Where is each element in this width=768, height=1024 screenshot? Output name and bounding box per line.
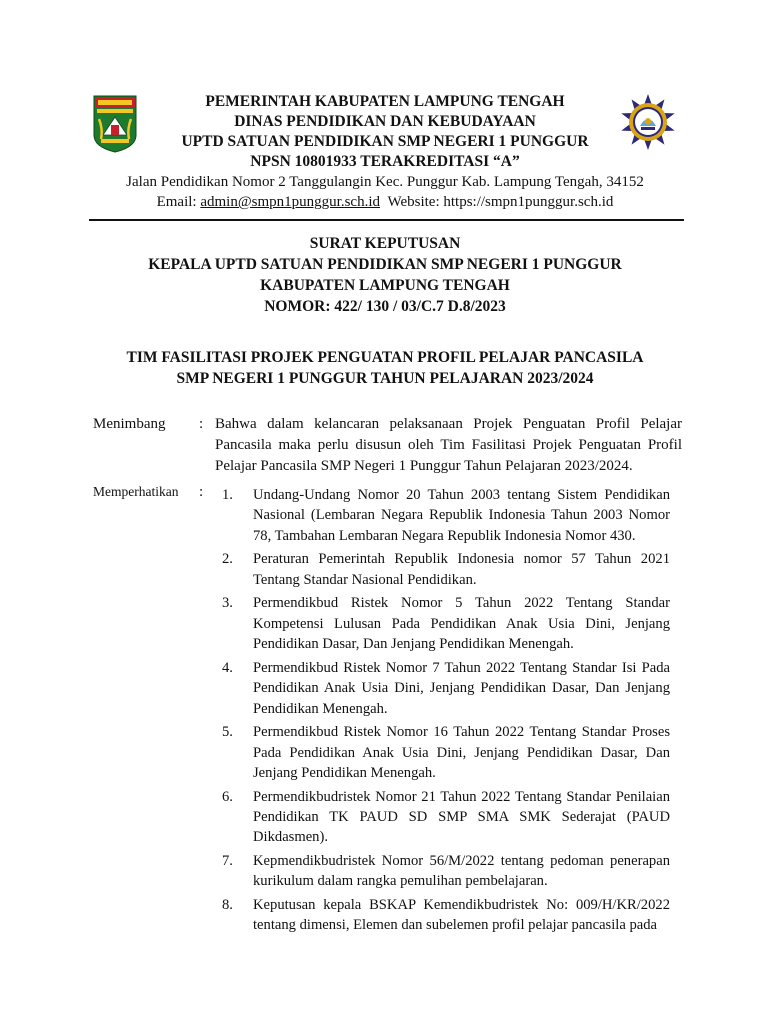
website-label: Website:	[387, 194, 440, 210]
list-item	[222, 485, 670, 546]
subject-line-2: SMP NEGERI 1 PUNGGUR TAHUN PELAJARAN 2023/2024	[176, 370, 594, 387]
subject-line-1: TIM FASILITASI PROJEK PENGUATAN PROFIL PELAJAR PANCASILA	[126, 349, 644, 366]
list-item	[222, 895, 670, 936]
email-label: Email:	[156, 194, 197, 210]
list-item-number: 8.	[222, 897, 233, 914]
memperhatikan-list	[222, 485, 670, 939]
menimbang-colon: :	[199, 416, 204, 432]
email-link[interactable]: admin@smpn1punggur.sch.id	[200, 194, 380, 210]
decree-subject	[90, 347, 680, 389]
list-item-number: 2.	[222, 551, 233, 568]
list-item-text: Keputusan kepala BSKAP Kemendikbudristek No: 009/H/KR/2022 tentang dimensi, Elemen dan subelemen profil pelajar pancasila pada	[253, 897, 670, 934]
memperhatikan-label: Memperhatikan	[93, 484, 179, 499]
list-item	[222, 851, 670, 892]
list-item-number: 3.	[222, 595, 233, 612]
list-item	[222, 722, 670, 783]
letterhead-line-2: DINAS PENDIDIKAN DAN KEBUDAYAAN	[234, 113, 536, 130]
letterhead-line-1: PEMERINTAH KABUPATEN LAMPUNG TENGAH	[205, 93, 565, 110]
decree-line-3: KABUPATEN LAMPUNG TENGAH	[260, 277, 510, 294]
list-item-text: Permendikbud Ristek Nomor 16 Tahun 2022 Tentang Standar Proses Pada Pendidikan Anak Usia Dini, Jenjang Pendidikan Dasar, Dan Jenjang Pendidikan Menengah.	[253, 724, 670, 782]
list-item-number: 7.	[222, 853, 233, 870]
website-link[interactable]: https://smpn1punggur.sch.id	[443, 194, 614, 210]
decree-number: NOMOR: 422/ 130 / 03/C.7 D.8/2023	[264, 298, 506, 315]
list-item-number: 4.	[222, 659, 233, 676]
letterhead-line-4: NPSN 10801933 TERAKREDITASI “A”	[250, 153, 520, 170]
memperhatikan-colon: :	[199, 484, 204, 500]
decree-line-1: SURAT KEPUTUSAN	[309, 235, 461, 252]
decree-line-2: KEPALA UPTD SATUAN PENDIDIKAN SMP NEGERI 1 PUNGGUR	[148, 256, 622, 273]
list-item-number: 5.	[222, 724, 233, 741]
decree-title	[90, 233, 680, 317]
letterhead-divider	[89, 219, 684, 221]
letterhead-line-3: UPTD SATUAN PENDIDIKAN SMP NEGERI 1 PUNGGUR	[181, 133, 589, 150]
list-item-number: 1.	[222, 487, 233, 503]
list-item-text: Permendikbud Ristek Nomor 7 Tahun 2022 Tentang Standar Isi Pada Pendidikan Anak Usia Dini, Jenjang Pendidikan Dasar, Dan Jenjang Pendidikan Menengah.	[253, 659, 670, 717]
menimbang-label: Menimbang	[93, 416, 166, 432]
list-item	[222, 549, 670, 590]
letterhead	[90, 92, 680, 212]
list-item	[222, 658, 670, 719]
list-item-text: Peraturan Pemerintah Republik Indonesia nomor 57 Tahun 2021 Tentang Standar Nasional Pendidikan.	[253, 551, 670, 588]
menimbang-text: Bahwa dalam kelancaran pelaksanaan Projek Penguatan Profil Pelajar Pancasila maka perlu disusun oleh Tim Fasilitasi Projek Penguatan Profil Pelajar Pancasila SMP Negeri 1 Punggur Tahun Pelajaran 2023/2024.	[215, 416, 682, 474]
list-item-text: Kepmendikbudristek Nomor 56/M/2022 tentang pedoman penerapan kurikulum dalam rangka pemulihan pembelajaran.	[253, 853, 670, 890]
list-item-text: Permendikbud Ristek Nomor 5 Tahun 2022 Tentang Standar Kompetensi Lulusan Pada Pendidikan Anak Usia Dini, Jenjang Pendidikan Dasar, Dan Jenjang Pendidikan Menengah.	[253, 595, 670, 653]
letterhead-contact	[90, 192, 680, 212]
letterhead-address: Jalan Pendidikan Nomor 2 Tanggulangin Kec. Punggur Kab. Lampung Tengah, 34152	[126, 174, 644, 190]
list-item-text: Permendikbudristek Nomor 21 Tahun 2022 Tentang Standar Penilaian Pendidikan TK PAUD SD SMP SMA SMK Sederajat (PAUD Dikdasmen).	[253, 788, 670, 846]
list-item-number: 6.	[222, 788, 233, 805]
list-item-text: Undang-Undang Nomor 20 Tahun 2003 tentang Sistem Pendidikan Nasional (Lembaran Negara Republik Indonesia Tahun 2003 Nomor 78, Tambahan Lembaran Negara Republik Indonesia Nomor 430.	[253, 487, 670, 544]
list-item	[222, 787, 670, 848]
list-item	[222, 593, 670, 654]
